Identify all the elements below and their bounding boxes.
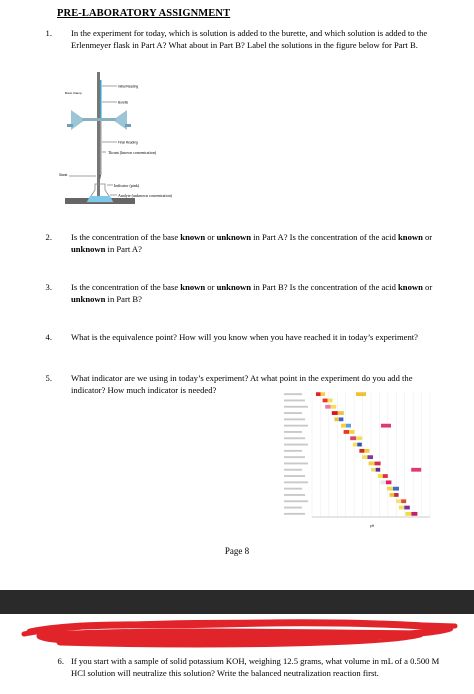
question-1 [30, 27, 444, 63]
label-buret-clamp: Buret Clamp [65, 91, 82, 95]
indicator-range-bar-secondary [411, 468, 421, 472]
indicator-range-bar-secondary [356, 392, 366, 396]
label-final-reading: Final Reading [118, 140, 138, 145]
titration-setup-figure [57, 72, 207, 217]
question-text: Is the concentration of the base known or unknown in Part A? Is the concentration of the acid known or unknown in Part A? [71, 232, 433, 254]
indicator-name-placeholder [284, 494, 305, 496]
indicator-range-bar-start [353, 443, 358, 447]
label-analyte: Analyte (unknown concentration) [118, 193, 172, 198]
indicator-range-bar-start [362, 455, 368, 459]
question-text: What indicator are we using in today’s experiment? At what point in the experiment do you add the indicator? How much indicator is needed? [71, 373, 413, 395]
indicator-name-placeholder [284, 437, 305, 439]
page-divider [0, 590, 474, 614]
indicator-range-bar-end [339, 417, 344, 421]
indicator-range-bar-end [349, 430, 355, 434]
indicator-range-bar-start [323, 399, 328, 403]
indicator-range-bar-end [321, 392, 326, 396]
indicator-name-placeholder [284, 412, 302, 414]
question-text: In the experiment for today, which is solution is added to the burette, and which solution is added to the Erlenmeyer flask in Part A? What about in Part B? Label the solutions in the figure below for Part B. [71, 28, 428, 50]
indicator-range-bar-end [338, 411, 344, 415]
indicator-name-placeholder [284, 475, 305, 477]
chart-axis-label: pH [370, 524, 375, 528]
indicator-name-placeholder [284, 450, 302, 452]
indicator-range-bar-end [401, 499, 406, 503]
question-text: If you start with a sample of solid potassium KOH, weighing 12.5 grams, what volume in mL of a 0.500 M HCl solution will neutralize this solution? Write the balanced neutralization reaction first. [71, 656, 440, 678]
question-number: 1. [45, 28, 52, 38]
page-number: Page 8 [224, 546, 250, 556]
indicator-range-bar-end [411, 512, 417, 516]
question-number: 3. [45, 282, 52, 292]
indicator-name-placeholder [284, 418, 305, 420]
indicator-name-placeholder [284, 431, 302, 433]
indicator-range-bar-start [380, 480, 386, 484]
indicator-name-placeholder [284, 400, 305, 402]
question-number: 2. [45, 232, 52, 242]
indicator-range-bar-start [350, 436, 356, 440]
indicator-range-bar-start [396, 499, 401, 503]
indicator-name-placeholder [284, 463, 308, 465]
indicator-range-bar-start [399, 506, 405, 510]
indicator-range-bar-end [356, 436, 362, 440]
stand-rod [97, 72, 100, 182]
question-number: 4. [45, 332, 52, 342]
indicator-range-bar-end [394, 493, 399, 497]
indicator-name-placeholder [284, 507, 302, 509]
indicator-range-bar-start [341, 424, 346, 428]
indicator-ph-range-chart [282, 389, 432, 529]
indicator-range-bar-secondary [381, 424, 391, 428]
indicator-range-bar-end [376, 468, 381, 472]
indicator-name-placeholder [284, 444, 308, 446]
label-initial-reading: Initial Reading [118, 84, 139, 89]
indicator-range-bar-end [375, 462, 381, 466]
indicator-range-bar-start [344, 430, 350, 434]
question-2 [30, 231, 444, 255]
indicator-name-placeholder [284, 469, 302, 471]
flask-solution [87, 196, 113, 202]
indicator-name-placeholder [284, 488, 302, 490]
indicator-range-bar-start [325, 405, 331, 409]
question-4 [30, 331, 444, 343]
indicator-range-bar-start [405, 512, 411, 516]
indicator-range-bar-start [378, 474, 383, 478]
page-title: PRE-LABORATORY ASSIGNMENT [57, 8, 231, 19]
label-stand: Stand [59, 173, 68, 177]
label-indicator: Indicator (pink) [114, 183, 140, 188]
indicator-range-bar-end [393, 487, 399, 491]
indicator-name-placeholder [284, 406, 308, 408]
question-number: 5. [45, 373, 52, 383]
question-number: 6. [57, 656, 64, 666]
indicator-name-placeholder [284, 513, 305, 515]
label-burette: Burette [118, 100, 129, 105]
indicator-range-bar-end [331, 405, 337, 409]
indicator-range-bar-start [332, 411, 338, 415]
red-redaction-scribble [0, 614, 474, 654]
indicator-name-placeholder [284, 425, 308, 427]
indicator-range-bar-end [404, 506, 410, 510]
indicator-name-placeholder [284, 481, 308, 483]
label-titrant: Titrant (known concentration) [108, 150, 157, 155]
indicator-range-bar-start [371, 468, 376, 472]
indicator-range-bar-start [316, 392, 321, 396]
indicator-range-bar-end [383, 474, 388, 478]
indicator-name-placeholder [284, 456, 305, 458]
question-text: What is the equivalence point? How will you know when you have reached it in today’s experiment? [71, 332, 418, 342]
question-3 [30, 281, 444, 305]
indicator-range-bar-end [368, 455, 374, 459]
indicator-range-bar-end [386, 480, 392, 484]
indicator-range-bar-end [328, 399, 333, 403]
indicator-range-bar-end [346, 424, 351, 428]
indicator-range-bar-end [357, 443, 362, 447]
indicator-name-placeholder [284, 500, 308, 502]
indicator-range-bar-start [334, 417, 339, 421]
indicator-name-placeholder [284, 393, 302, 395]
question-text: Is the concentration of the base known or unknown in Part B? Is the concentration of the acid known or unknown in Part B? [71, 282, 433, 304]
indicator-range-bar-start [359, 449, 364, 453]
indicator-range-bar-end [364, 449, 369, 453]
indicator-range-bar-start [387, 487, 393, 491]
indicator-range-bar-start [369, 462, 375, 466]
indicator-range-bar-start [390, 493, 395, 497]
